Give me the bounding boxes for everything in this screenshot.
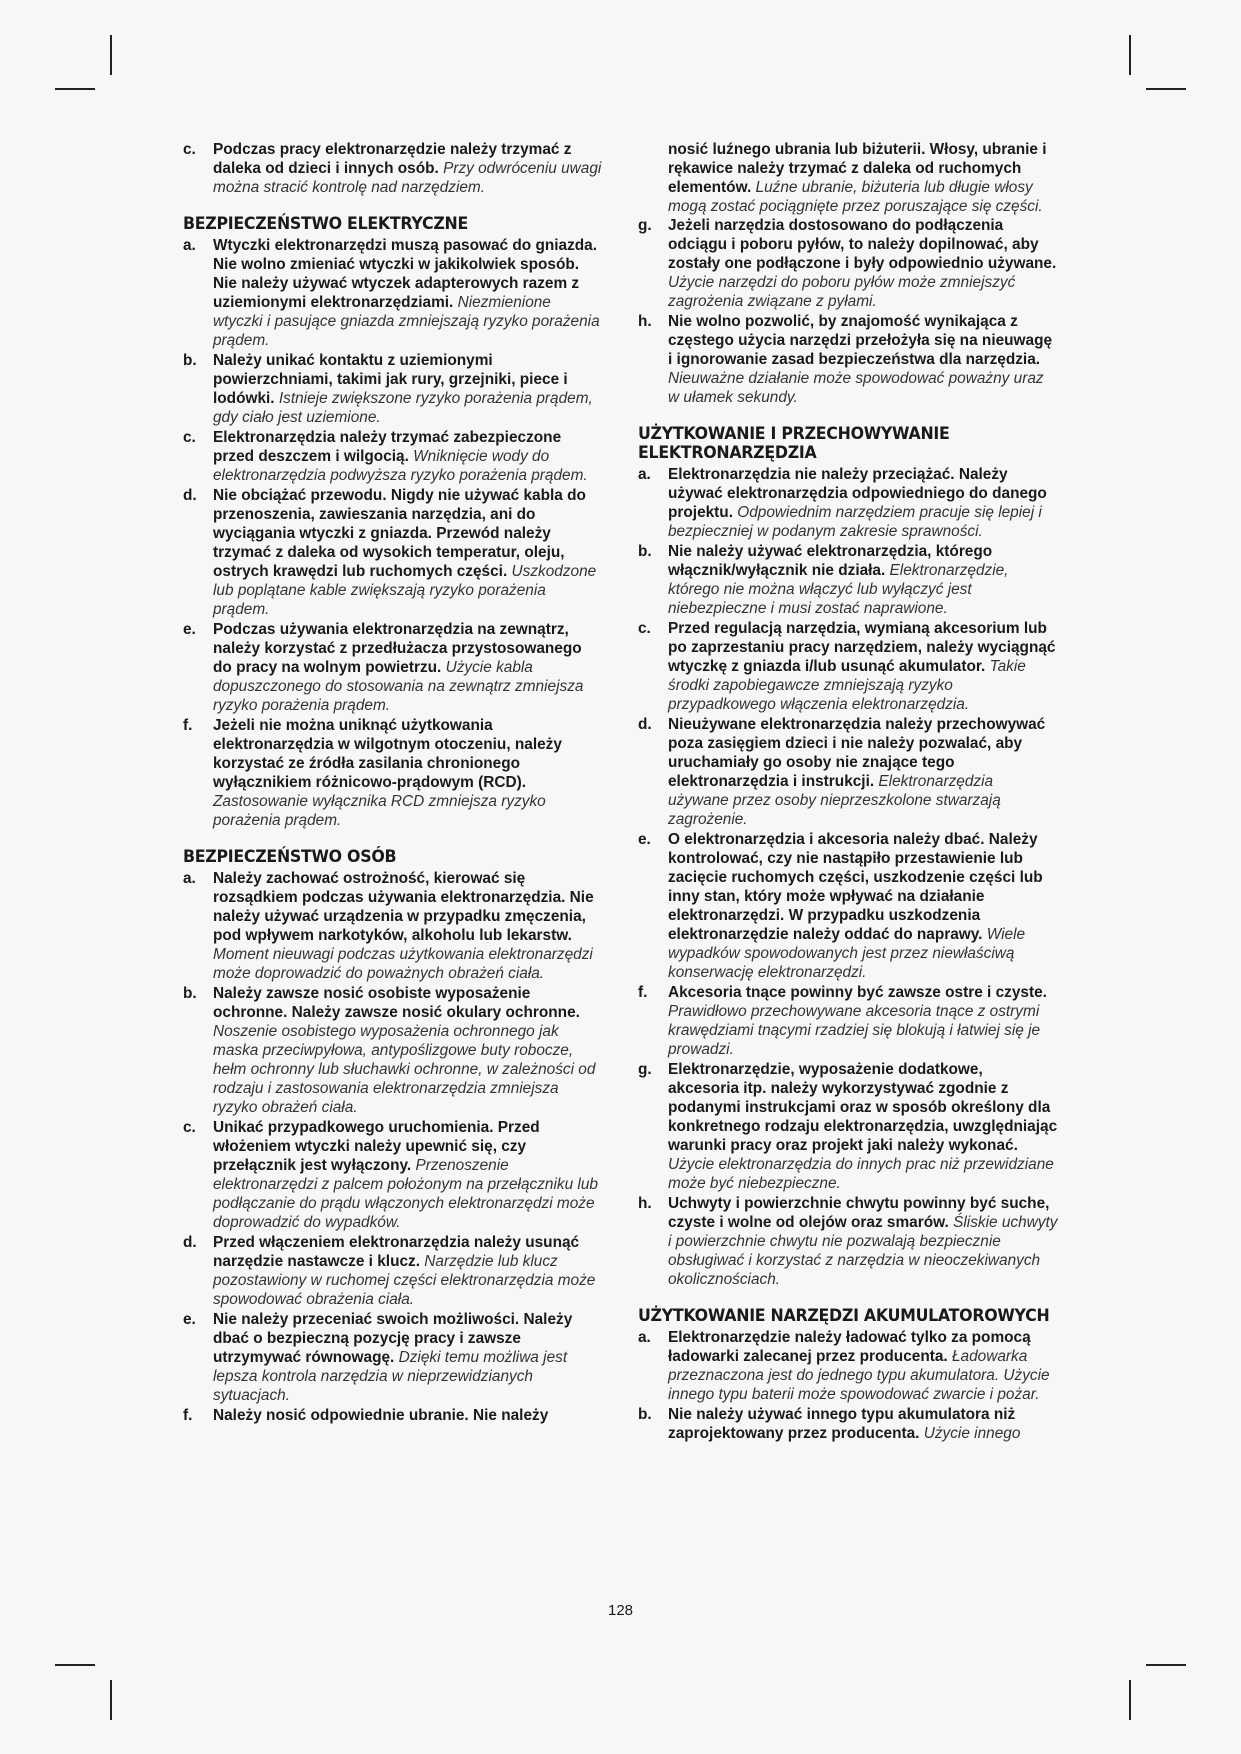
- electric-list: [183, 236, 603, 830]
- list-item: h. Uchwyty i powierzchnie chwytu powinny być suche, czyste i wolne od olejów oraz smarów. Śliskie uchwyty i powierzchnie chwytu nie pozwalają bezpiecznie obsługiwać i korzystać z narzędzia w nieoczekiwanych okolicznościach.: [638, 1195, 1058, 1288]
- list-item: f. Należy nosić odpowiednie ubranie. Nie należy: [183, 1407, 549, 1424]
- list-item: a. Wtyczki elektronarzędzi muszą pasować do gniazda. Nie wolno zmieniać wtyczki w jakikolwiek sposób. Nie należy używać wtyczek adapterowych razem z uziemionymi elektronarzędziami. Niezmienione wtyczki i pasujące gniazda zmniejszają ryzyko porażenia prądem.: [183, 237, 600, 349]
- list-item: e. Podczas używania elektronarzędzia na zewnątrz, należy korzystać z przedłużacza przystosowanego do pracy na wolnym powietrzu. Użycie kabla dopuszczonego do stosowania na zewnątrz zmniejsza ryzyko porażenia prądem.: [183, 621, 584, 714]
- page-number: 128: [607, 1602, 634, 1619]
- list-item: a. Należy zachować ostrożność, kierować się rozsądkiem podczas używania elektronarzędzia. Nie należy używać urządzenia w przypadku zmęczenia, pod wpływem narkotyków, alkoholu lub lekarstw. Moment nieuwagi podczas użytkowania elektronarzędzi może doprowadzić do poważnych obrażeń ciała.: [183, 870, 594, 982]
- list-item: f. Jeżeli nie można uniknąć użytkowania elektronarzędzia w wilgotnym otoczeniu, należy korzystać ze źródła zasilania chronionego wyłącznikiem różnicowo-prądowym (RCD). Zastosowanie wyłącznika RCD zmniejsza ryzyko porażenia prądem.: [183, 717, 562, 829]
- list-item: b. Nie należy używać innego typu akumulatora niż zaprojektowany przez producenta. Użycie innego: [638, 1406, 1021, 1442]
- battery-list: [638, 1328, 1058, 1443]
- list-item: a. Elektronarzędzie należy ładować tylko za pomocą ładowarki zalecanej przez producenta. Ładowarka przeznaczona jest do jednego typu akumulatora. Użycie innego typu baterii może spowodować zwarcie i pożar.: [638, 1329, 1050, 1403]
- section-heading-battery: UŻYTKOWANIE NARZĘDZI AKUMULATOROWYCH: [638, 1306, 1050, 1326]
- list-item-continuation: nosić luźnego ubrania lub biżuterii. Włosy, ubranie i rękawice należy trzymać z daleka od ruchomych elementów. Luźne ubranie, biżuteria lub długie włosy mogą zostać pociągnięte przez poruszające się części.: [668, 141, 1047, 215]
- list-item: c. Przed regulacją narzędzia, wymianą akcesorium lub po zaprzestaniu pracy narzędziem, należy wyciągnąć wtyczkę z gniazda i/lub usunąć akumulator. Takie środki zapobiegawcze zmniejszają ryzyko przypadkowego włączenia elektronarzędzia.: [638, 620, 1056, 713]
- list-item: g. Jeżeli narzędzia dostosowano do podłączenia odciągu i poboru pyłów, to należy dopilnować, aby zostały one podłączone i były odpowiednio używane. Użycie narzędzi do poboru pyłów może zmniejszyć zagrożenia związane z pyłami.: [638, 217, 1057, 310]
- list-item: h. Nie wolno pozwolić, by znajomość wynikająca z częstego użycia narzędzi przełożyła się na nieuwagę i ignorowanie zasad bezpieczeństwa dla narzędzia. Nieuważne działanie może spowodować poważny uraz w ułamek sekundy.: [638, 313, 1053, 406]
- section-heading-electric: BEZPIECZEŃSTWO ELEKTRYCZNE: [183, 214, 468, 234]
- usage-list: [638, 465, 1058, 1289]
- crop-mark: [1129, 1680, 1131, 1720]
- list-item: b. Nie należy używać elektronarzędzia, którego włącznik/wyłącznik nie działa. Elektronarzędzie, którego nie można włączyć lub wyłączyć jest niebezpieczne i musi zostać naprawione.: [638, 543, 1009, 617]
- left-column: [183, 140, 603, 1426]
- list-item: d. Przed włączeniem elektronarzędzia należy usunąć narzędzie nastawcze i klucz. Narzędzie lub klucz pozostawiony w ruchomej części elektronarzędzia może spowodować obrażenia ciała.: [183, 1234, 596, 1308]
- crop-mark: [110, 1680, 112, 1720]
- list-item: c. Podczas pracy elektronarzędzie należy trzymać z daleka od dzieci i innych osób. Przy odwróceniu uwagi można stracić kontrolę nad narzędziem.: [183, 141, 602, 196]
- list-item: c. Elektronarzędzia należy trzymać zabezpieczone przed deszczem i wilgocią. Wniknięcie wody do elektronarzędzia podwyższa ryzyko porażenia prądem.: [183, 429, 588, 484]
- personal-list: [183, 869, 603, 1425]
- list-item: d. Nieużywane elektronarzędzia należy przechowywać poza zasięgiem dzieci i nie należy pozwalać, aby uruchamiały go osoby nie znające tego elektronarzędzia i instrukcji. Elektronarzędzia używane przez osoby nieprzeszkolone stwarzają zagrożenie.: [638, 716, 1046, 828]
- list-item: b. Należy unikać kontaktu z uziemionymi powierzchniami, takimi jak rury, grzejniki, piece i lodówki. Istnieje zwiększone ryzyko porażenia prądem, gdy ciało jest uziemione.: [183, 352, 593, 426]
- list-item: g. Elektronarzędzie, wyposażenie dodatkowe, akcesoria itp. należy wykorzystywać zgodnie z podanymi instrukcjami oraz w sposób określony dla konkretnego rodzaju elektronarzędzia, uwzględniając warunki pracy oraz projekt jaki należy wykonać. Użycie elektronarzędzia do innych prac niż przewidziane może być niebezpieczne.: [638, 1061, 1058, 1192]
- list-item: a. Elektronarzędzia nie należy przeciążać. Należy używać elektronarzędzia odpowiedniego do danego projektu. Odpowiednim narzędziem pracuje się lepiej i bezpieczniej w podanym zakresie sprawności.: [638, 466, 1047, 540]
- list-item: e. O elektronarzędzia i akcesoria należy dbać. Należy kontrolować, czy nie nastąpiło przestawienie lub zacięcie ruchomych części, uszkodzenie części lub inny stan, który może wpływać na działanie elektronarzędzi. W przypadku uszkodzenia elektronarzędzie należy oddać do naprawy. Wiele wypadków spowodowanych jest przez niewłaściwą konserwację elektronarzędzi.: [638, 831, 1043, 981]
- list-item: d. Nie obciążać przewodu. Nigdy nie używać kabla do przenoszenia, zawieszania narzędzia, ani do wyciągania wtyczki z gniazda. Przewód należy trzymać z daleka od wysokich temperatur, oleju, ostrych krawędzi lub ruchomych części. Uszkodzone lub poplątane kable zwiększają ryzyko porażenia prądem.: [183, 487, 597, 618]
- crop-mark: [1129, 35, 1131, 75]
- crop-mark: [55, 1664, 95, 1666]
- list-item: f. Akcesoria tnące powinny być zawsze ostre i czyste. Prawidłowo przechowywane akcesoria tnące z ostrymi krawędziami tnącymi rzadziej się blokują i łatwiej się je prowadzi.: [638, 984, 1047, 1058]
- crop-mark: [1146, 1664, 1186, 1666]
- crop-mark: [1146, 88, 1186, 90]
- list-item: b. Należy zawsze nosić osobiste wyposażenie ochronne. Należy zawsze nosić okulary ochronne. Noszenie osobistego wyposażenia ochronnego jak maska przeciwpyłowa, antypoślizgowe buty robocze, hełm ochronny lub słuchawki ochronne, w zależności od rodzaju i zastosowania elektronarzędzia zmniejsza ryzyko obrażeń ciała.: [183, 985, 596, 1116]
- section-heading-usage: UŻYTKOWANIE I PRZECHOWYWANIE ELEKTRONARZĘDZIA: [638, 424, 950, 463]
- crop-mark: [55, 88, 95, 90]
- list-item: e. Nie należy przeceniać swoich możliwości. Należy dbać o bezpieczną pozycję pracy i zawsze utrzymywać równowagę. Dzięki temu możliwa jest lepsza kontrola narzędzia w nieprzewidzianych sytuacjach.: [183, 1311, 573, 1404]
- section-heading-personal: BEZPIECZEŃSTWO OSÓB: [183, 847, 397, 867]
- crop-mark: [110, 35, 112, 75]
- list-item: c. Unikać przypadkowego uruchomienia. Przed włożeniem wtyczki należy upewnić się, czy przełącznik jest wyłączony. Przenoszenie elektronarzędzi z palcem położonym na przełączniku lub podłączanie do prądu włączonych elektronarzędzi może doprowadzić do wypadków.: [183, 1119, 598, 1231]
- right-column: [638, 140, 1058, 1444]
